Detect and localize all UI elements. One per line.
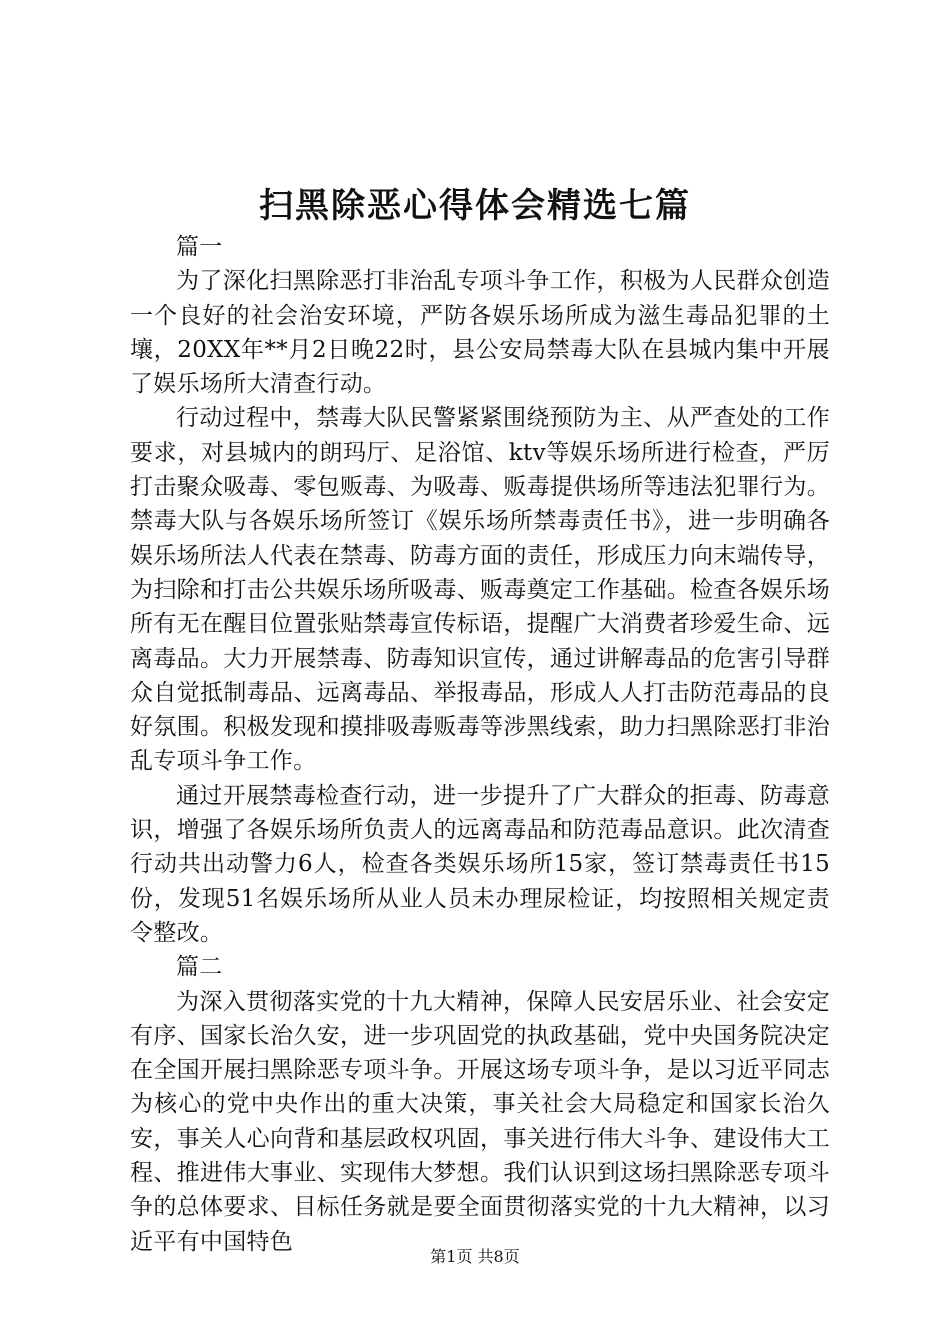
section-heading: 篇二 [176,954,223,981]
paragraph: 为深入贯彻落实党的十九大精神，保障人民安居乐业、社会安定有序、国家长治久安，进一步巩固党的执政基础，党中央国务院决定在全国开展扫黑除恶专项斗争。开展这场专项斗争，是以习近平同志为核心的党中央作出的重大决策，事关社会大局稳定和国家长治久安，事关人心向背和基层政权巩固，事关进行伟大斗争、建设伟大工程、推进伟大事业、实现伟大梦想。我们认识到这场扫黑除恶专项斗争的总体要求、目标任务就是要全面贯彻落实党的十九大精神，以习近平有中国特色 [130,988,830,1255]
page-footer: 第1页 共8页 [430,1247,520,1266]
paragraph: 行动过程中，禁毒大队民警紧紧围绕预防为主、从严查处的工作要求，对县城内的朗玛厅、足浴馆、ktv等娱乐场所进行检查，严厉打击聚众吸毒、零包贩毒、为吸毒、贩毒提供场所等违法犯罪行为。禁毒大队与各娱乐场所签订《娱乐场所禁毒责任书》，进一步明确各娱乐场所法人代表在禁毒、防毒方面的责任，形成压力向末端传导，为扫除和打击公共娱乐场所吸毒、贩毒奠定工作基础。检查各娱乐场所有无在醒目位置张贴禁毒宣传标语，提醒广大消费者珍爱生命、远离毒品。大力开展禁毒、防毒知识宣传，通过讲解毒品的危害引导群众自觉抵制毒品、远离毒品、举报毒品，形成人人打击防范毒品的良好氛围。积极发现和摸排吸毒贩毒等涉黑线索，助力扫黑除恶打非治乱专项斗争工作。 [130,405,830,775]
paragraph: 通过开展禁毒检查行动，进一步提升了广大群众的拒毒、防毒意识，增强了各娱乐场所负责人的远离毒品和防范毒品意识。此次清查行动共出动警力6人，检查各类娱乐场所15家，签订禁毒责任书15份，发现51名娱乐场所从业人员未办理尿检证，均按照相关规定责令整改。 [130,782,830,946]
section-heading: 篇一 [176,234,223,260]
document-body [130,230,830,1259]
paragraph: 为了深化扫黑除恶打非治乱专项斗争工作，积极为人民群众创造一个良好的社会治安环境，严防各娱乐场所成为滋生毒品犯罪的土壤，20XX年**月2日晚22时，县公安局禁毒大队在县城内集中开展了娱乐场所大清查行动。 [130,268,830,398]
document-title: 扫黑除恶心得体会精选七篇 [259,186,691,226]
